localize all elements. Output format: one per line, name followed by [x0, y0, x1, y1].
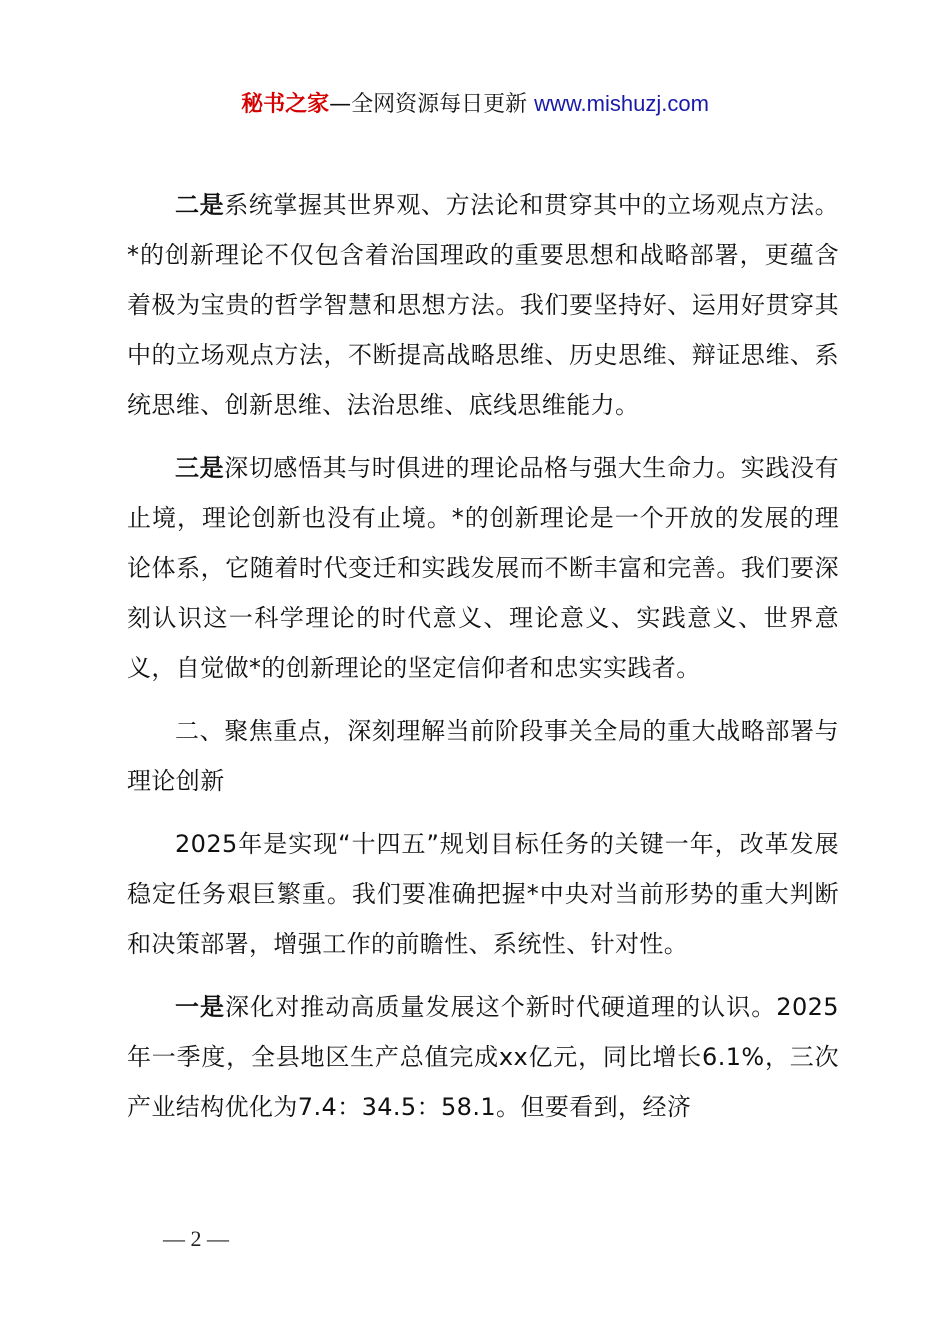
paragraph-point-two: [127, 180, 839, 430]
page-number: — 2 —: [163, 1226, 229, 1251]
site-watermark-header: [0, 88, 950, 121]
site-tagline: —全网资源每日更新: [329, 92, 528, 117]
brand-name: 秘书之家: [241, 92, 330, 117]
paragraph-text: 深切感悟其与时俱进的理论品格与强大生命力。实践没有止境，理论创新也没有止境。*的创新理论是一个开放的发展的理论体系，它随着时代变迁和实践发展而不断丰富和完善。我们要深刻认识这一科学理论的时代意义、理论意义、实践意义、世界意义，自觉做*的创新理论的坚定信仰者和忠实实践者。: [127, 454, 839, 682]
section-heading-two: [127, 706, 839, 806]
section-heading-text: 二、聚焦重点，深刻理解当前阶段事关全局的重大战略部署与理论创新: [127, 717, 839, 795]
paragraph-2025-overview: [127, 819, 839, 969]
paragraph-point-one: [127, 982, 839, 1132]
site-url-link[interactable]: www.mishuzj.com: [534, 91, 709, 116]
paragraph-text: 2025年是实现“十四五”规划目标任务的关键一年，改革发展稳定任务艰巨繁重。我们要准确把握*中央对当前形势的重大判断和决策部署，增强工作的前瞻性、系统性、针对性。: [127, 830, 839, 958]
paragraph-lead: 一是: [175, 993, 226, 1021]
paragraph-text: 系统掌握其世界观、方法论和贯穿其中的立场观点方法。*的创新理论不仅包含着治国理政的重要思想和战略部署，更蕴含着极为宝贵的哲学智慧和思想方法。我们要坚持好、运用好贯穿其中的立场观点方法，不断提高战略思维、历史思维、辩证思维、系统思维、创新思维、法治思维、底线思维能力。: [127, 191, 839, 419]
paragraph-point-three: [127, 443, 839, 693]
paragraph-text: 深化对推动高质量发展这个新时代硬道理的认识。2025年一季度，全县地区生产总值完成xx亿元，同比增长6.1%，三次产业结构优化为7.4：34.5：58.1。但要看到，经济: [127, 993, 839, 1121]
paragraph-lead: 二是: [175, 191, 225, 219]
document-body: [127, 180, 839, 1132]
paragraph-lead: 三是: [175, 454, 225, 482]
